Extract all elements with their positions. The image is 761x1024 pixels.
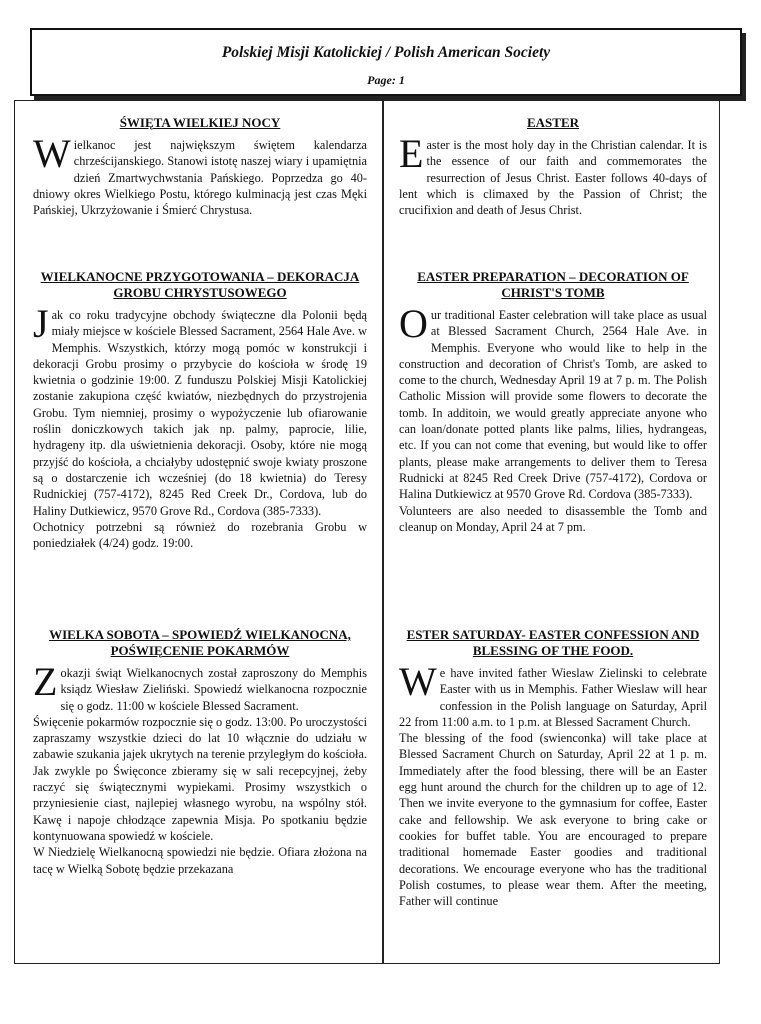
article-easter-preparation [399,269,707,535]
article-body: Our traditional Easter celebration will take place as usual at Blessed Sacrament Church, 2564 Hale Ave. in Memphis. Everyone who would like to help in the construction and decoration of Christ's Tomb, are asked to come to the church, Wednesday April 19 at 7 p. m. The Polish Catholic Mission will provide some flowers to decorate the tomb. In additoin, we would greatly appreciate anyone who can loan/donate potted plants like palms, lilies, hydrangeas, etc. If you can not come that evening, but would like to offer plants, please make arrangements to deliver them to Teresa Rudnicki at 8245 Red Creek Drive (757-4172), Cordova or Halina Dutkiewicz at 9570 Grove Rd. Cordova (385-7333). Volunteers are also needed to disassemble the Tomb and cleanup on Monday, April 24 at 7 pm. [399,301,707,534]
article-body: We have invited father Wieslaw Zielinski to celebrate Easter with us in Memphis. Father Wieslaw will hear confession in the Polish language on Saturday, April 22 from 11:00 a.m. to 1 p.m. at Blessed Sacrament Church. The blessing of the food (swienconka) will take place at Blessed Sacrament Church on Saturday, April 22 at 1 p. m. Immediately after the food blessing, there will be an Easter egg hunt around the church for the children up to age of 12. Then we invite everyone to the gymnasium for coffee, Easter cake and fellowship. We ask everyone to bring cake or cookies for buffet table. You are encouraged to prepare traditional homemade Easter goodies and traditional decorations. We encourage everyone who has the traditional Polish costumes, to please wear them. After the meeting, Father will continue [399,659,707,909]
article-heading: WIELKANOCNE PRZYGOTOWANIA – DEKORACJA GROBU CHRYSTUSOWEGO [40,269,360,300]
article-body: Zokazji świąt Wielkanocnych został zaproszony do Memphis ksiądz Wiesław Zieliński. Spowiedź wielkanocna rozpocznie się o godz. 11:00 w kościele Blessed Sacrament. Święcenie pokarmów rozpocznie się o godz. 13:00. Po uroczystości zapraszamy wszystkie dzieci do lat 10 włącznie do udziału w zabawie szukania jajek ukrytych na terenie przyległym do kościoła. Jak zwykle po Święconce zbieramy się w sali recepcyjnej, żeby raczyć się świątecznymi wypiekami. Prosimy wszystkich o przyniesienie ciast, najlepiej własnego wyrobu, na wspólny stół. Kawę i napoje chłodzące zapewnia Misja. Po spotkaniu będzie kontynuowana spowiedź w kościele. W Niedzielę Wielkanocną spowiedzi nie będzie. Ofiara złożona na tacę w Wielką Sobotę będzie przekazana [33,659,367,876]
article-heading: WIELKA SOBOTA – SPOWIEDŹ WIELKANOCNA, POŚWIĘCENIE POKARMÓW [49,627,351,658]
article-heading: EASTER PREPARATION – DECORATION OF CHRIST'S TOMB [417,269,689,300]
article-heading: EASTER [526,115,580,130]
article-grid [14,100,720,964]
drop-cap: Z [33,659,58,704]
article-body: Jak co roku tradycyjne obchody świąteczne dla Polonii będą miały miejsce w kościele Blessed Sacrament, 2564 Hale Ave. w Memphis. Wszystkich, którzy mogą pomóc w konstrukcji i dekoracji Grobu prosimy o przybycie do kościoła w środę 19 kwietnia o godzinie 19:00. Z funduszu Polskiej Misji Katolickiej zostanie zakupiona część kwiatów, niezbędnych do przystrojenia Grobu. Tym niemniej, prosimy o wypożyczenie lub ofiarowanie roślin doniczkowych takich jak np. palmy, paprocie, lilie, hydrageny itp. dla uświetnienia dekoracji. Osoby, które nie mogą przyjść do kościoła, a chciałyby udostępnić swoje kwiaty proszone są o dostarczenie ich wcześniej (do 18 kwietnia) do Teresy Rudnickiej (757-4172), 8245 Red Creek Dr., Cordova, lub do Haliny Dutkiewicz, 9570 Grove Rd., Cordova (385-7333). Ochotnicy potrzebni są również do rozebrania Grobu w poniedziałek (4/24) godz. 19:00. [33,301,367,551]
drop-cap: W [399,659,437,704]
article-paragraph: W Niedzielę Wielkanocną spowiedzi nie będzie. Ofiara złożona na tacę w Wielką Sobotę będzie przekazana [33,845,367,876]
newsletter-title: Polskiej Misji Katolickiej / Polish American Society [221,44,551,61]
drop-cap: E [399,131,424,176]
column-divider [382,101,384,963]
drop-cap: J [33,301,49,346]
article-swieta-wielkiej-nocy [33,115,367,218]
article-body: Wielkanoc jest największym świętem kalendarza chrześcijanskiego. Stanowi istotę naszej wiary i upamiętnia dzień Zmartwychwstania Pańskiego. Poprzedza go 40-dniowy okres Wielkiego Postu, którego kulminacją jest czas Męki Pańskiej, Ukrzyżowanie i Śmierć Chrystusa. [33,131,367,218]
article-paragraph: Ochotnicy potrzebni są również do rozebrania Grobu w poniedziałek (4/24) godz. 19:00. [33,519,367,551]
article-wielkanocne-przygotowania [33,269,367,551]
article-paragraph: The blessing of the food (swienconka) will take place at Blessed Sacrament Church on Saturday, April 22 at 1 p. m. Immediately after the food blessing, there will be an Easter egg hunt around the church for the children up to age of 12. Then we invite everyone to the gymnasium for coffee, Easter cake and fellowship. We ask everyone to bring cake or cookies for buffet table. You are encouraged to prepare traditional homemade Easter goodies and traditional decorations. We encourage everyone who has the traditional Polish costumes, to please wear them. After the meeting, Father will continue [399,731,707,909]
drop-cap: O [399,301,428,346]
page-number: Page: 1 [367,73,405,87]
article-paragraph: Święcenie pokarmów rozpocznie się o godz. 13:00. Po uroczystości zapraszamy wszystkie dzieci do lat 10 włącznie do udziału w zabawie szukania jajek ukrytych na terenie przyległym do kościoła. Jak zwykle po Święconce zbieramy się w sali recepcyjnej, żeby raczyć się świątecznymi wypiekami. Prosimy wszystkich o przyniesienie ciast, najlepiej własnego wyrobu, na wspólny stół. Kawę i napoje chłodzące zapewnia Misja. Po spotkaniu będzie kontynuowana spowiedź w kościele. [33,714,367,843]
drop-cap: W [33,131,71,176]
newsletter-header [30,28,742,96]
article-body: Easter is the most holy day in the Christian calendar. It is the essence of our faith and commemorates the resurrection of Jesus Christ. Easter follows 40-days of lent which is climaxed by the Passion of Christ; the crucifixion and death of Jesus Christ. [399,131,707,218]
article-paragraph: Volunteers are also needed to disassemble the Tomb and cleanup on Monday, April 24 at 7 pm. [399,503,707,534]
article-heading: ŚWIĘTA WIELKIEJ NOCY [119,115,281,130]
article-easter-saturday [399,627,707,909]
article-wielka-sobota [33,627,367,877]
article-easter [399,115,707,218]
article-heading: ESTER SATURDAY- EASTER CONFESSION AND BLESSING OF THE FOOD. [406,627,700,658]
